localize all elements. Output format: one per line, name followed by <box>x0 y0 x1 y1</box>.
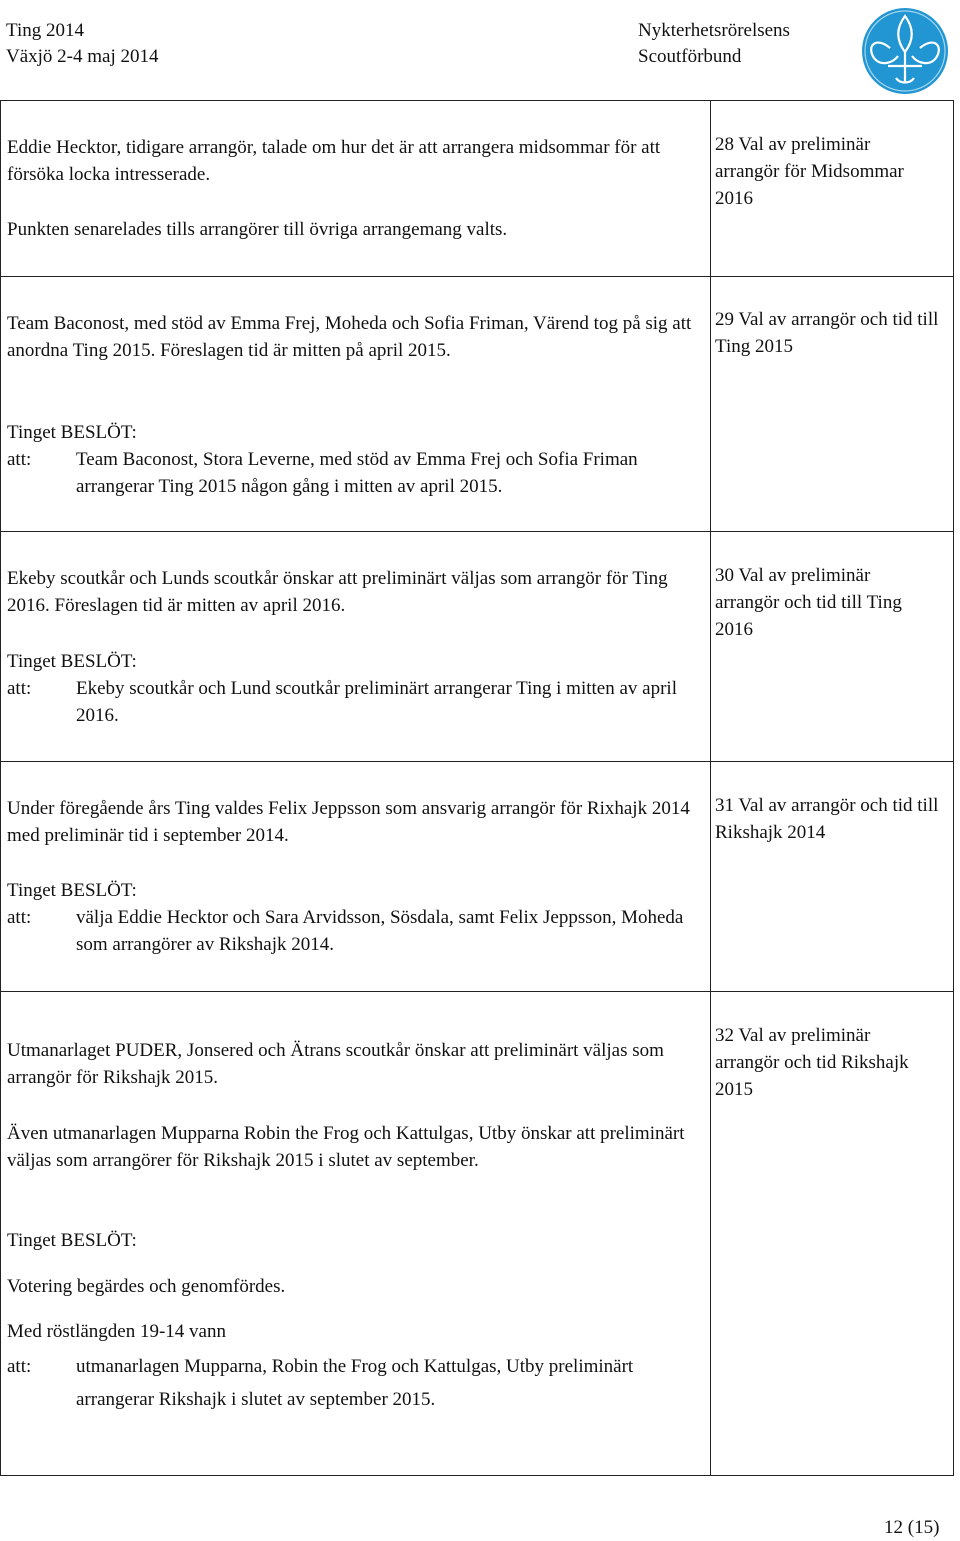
document-header-left <box>6 18 159 70</box>
att-label: att: <box>7 678 32 699</box>
row-1-paragraph-2: Punkten senarelades tills arrangörer till övriga arrangemang valts. <box>7 219 508 240</box>
att-label: att: <box>7 449 32 470</box>
section-heading-30: 30 Val av preliminär arrangör och tid till Ting 2016 <box>715 565 902 640</box>
section-heading-29: 29 Val av arrangör och tid till Ting 2015 <box>715 309 939 357</box>
row-1-paragraph-1: Eddie Hecktor, tidigare arrangör, talade om hur det är att arrangera midsommar för att försöka locka intresserade. <box>7 137 661 185</box>
row-3-paragraph-1: Ekeby scoutkår och Lunds scoutkår önskar att preliminärt väljas som arrangör för Ting 2016. Föreslagen tid är mitten av april 2016. <box>7 568 668 616</box>
section-heading-31: 31 Val av arrangör och tid till Rikshajk 2014 <box>715 795 939 843</box>
att-text: Team Baconost, Stora Leverne, med stöd av Emma Frej och Sofia Friman arrangerar Ting 2015 någon gång i mitten av april 2015. <box>76 449 638 497</box>
att-text: välja Eddie Hecktor och Sara Arvidsson, Sösdala, samt Felix Jeppsson, Moheda som arrangörer av Rikshajk 2014. <box>76 907 684 955</box>
section-heading-28: 28 Val av preliminär arrangör för Midsommar 2016 <box>715 134 904 209</box>
row-4-paragraph-1: Under föregående års Ting valdes Felix Jeppsson som ansvarig arrangör för Rixhajk 2014 med preliminär tid i september 2014. <box>7 798 690 846</box>
row-5-paragraph-2: Även utmanarlagen Mupparna Robin the Frog och Kattulgas, Utby önskar att preliminärt väljas som arrangörer för Rikshajk 2015 i slutet av september. <box>7 1123 685 1171</box>
row-2-paragraph-1: Team Baconost, med stöd av Emma Frej, Moheda och Sofia Friman, Värend tog på sig att anordna Ting 2015. Föreslagen tid är mitten på april 2015. <box>7 313 692 361</box>
att-label: att: <box>7 907 32 928</box>
att-text: utmanarlagen Mupparna, Robin the Frog och Kattulgas, Utby preliminärt arrangerar Rikshajk i slutet av september 2015. <box>76 1356 634 1410</box>
row-5-decision-label: Tinget BESLÖT: <box>7 1230 137 1251</box>
row-4-decision-label: Tinget BESLÖT: <box>7 880 137 901</box>
row-2-decision-label: Tinget BESLÖT: <box>7 422 137 443</box>
row-5-vote-note: Votering begärdes och genomfördes. <box>7 1276 286 1297</box>
scout-emblem-logo <box>852 6 958 96</box>
minutes-row-1-text-cell <box>0 100 711 277</box>
document-header-right <box>638 18 790 70</box>
section-heading-32: 32 Val av preliminär arrangör och tid Rikshajk 2015 <box>715 1025 909 1100</box>
row-5-vote-result: Med röstlängden 19-14 vann <box>7 1321 226 1342</box>
event-place-date: Växjö 2-4 maj 2014 <box>6 46 159 67</box>
att-text: Ekeby scoutkår och Lund scoutkår preliminärt arrangerar Ting i mitten av april 2016. <box>76 678 677 726</box>
org-name-line2: Scoutförbund <box>638 46 742 67</box>
event-title: Ting 2014 <box>6 20 84 41</box>
org-name-line1: Nykterhetsrörelsens <box>638 20 790 41</box>
att-label: att: <box>7 1356 32 1377</box>
row-3-decision-label: Tinget BESLÖT: <box>7 651 137 672</box>
page-number: 12 (15) <box>884 1517 940 1538</box>
row-5-paragraph-1: Utmanarlaget PUDER, Jonsered och Ätrans scoutkår önskar att preliminärt väljas som arrangör för Rikshajk 2015. <box>7 1040 664 1088</box>
